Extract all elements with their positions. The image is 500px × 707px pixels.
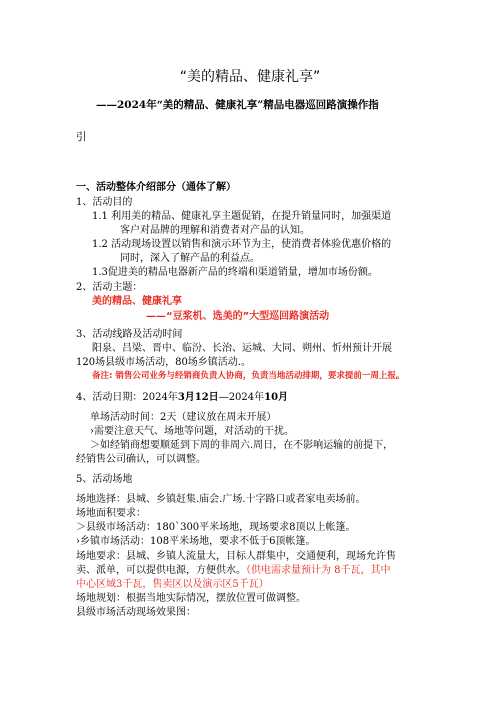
theme-sub: ——“豆浆机、选美的”大型巡回路演活动 bbox=[146, 311, 330, 322]
route-note: 备注: 销售公司业务与经销商负责人协商，负责当地活动排期，要求提前一周上报。 bbox=[92, 371, 405, 381]
single-event-duration: 单场活动时间：2天（建议放在周末开展） bbox=[90, 412, 277, 423]
theme-main: 美的精品、健康礼享 bbox=[92, 296, 182, 307]
purpose-item-1-3: 1.3促进美的精品电器新产品的终端和渠道销量，增加市场份额。 bbox=[92, 267, 378, 278]
date-heading-mid: —2024年 bbox=[218, 392, 265, 403]
date-end: 10月 bbox=[264, 392, 289, 403]
date-heading bbox=[76, 388, 288, 403]
purpose-item-1-1: 1.1 利用美的精品、健康礼享主题促销，在提升销量同时，加强渠道 bbox=[92, 211, 392, 222]
venue-area-label: 场地面积要求： bbox=[76, 508, 146, 519]
venue-planning: 场地规划：根据当地实际情况，摆放位置可做调整。 bbox=[76, 593, 306, 604]
document-subtitle-continued: 引 bbox=[76, 131, 87, 143]
venue-requirements: 场地要求：县城、乡镇人流量大，目标人群集中，交通便利，现场允许售 bbox=[76, 551, 396, 562]
venue-heading: 5、活动场地 bbox=[76, 474, 133, 485]
venue-selection: 场地选择：县城、乡镇赶集.庙会.广场.十字路口或者家电卖场前。 bbox=[76, 494, 366, 505]
document-subtitle: ——2024年“美的精品、健康礼享”精品电器巡回路演操作指 bbox=[96, 99, 379, 111]
theme-heading: 2、活动主题： bbox=[76, 282, 143, 293]
venue-supply-text: 卖、派单，可以提供电源，方便供水。 bbox=[76, 565, 246, 576]
document-title: “美的精品、健康礼享” bbox=[179, 69, 321, 85]
route-line-1: 阳泉、吕梁、晋中、临汾、长治、运城、大同、朔州、忻州预计开展 bbox=[92, 343, 392, 354]
weather-note: ›需要注意天气、场地等问题，对活动的干扰。 bbox=[90, 426, 294, 437]
distributor-note: ＞如经销商想要顺延到下周的非周六.周日，在不影响运输的前提下， bbox=[90, 440, 394, 451]
venue-effect-caption: 县级市场活动现场效果图： bbox=[76, 607, 196, 618]
section-heading-overview: 一、活动整体介绍部分（通体了解） bbox=[76, 182, 236, 193]
purpose-item-1-2-continued: 同时，深入了解产品的利益点。 bbox=[120, 253, 260, 264]
venue-requirements-continued bbox=[76, 561, 391, 576]
county-venue-requirement: ＞县级市场活动：180`300平米场地，现场要求8顶以上帐篷。 bbox=[76, 522, 356, 533]
purpose-heading: 1、活动目的 bbox=[76, 197, 133, 208]
route-line-2: 120场县级市场活动，80场乡镇活动.。 bbox=[76, 357, 251, 368]
town-venue-requirement: ›乡镇市场活动：108平米场地，要求不低于6顶帐篷。 bbox=[76, 536, 316, 547]
distributor-note-continued: 经销售公司确认，可以调整。 bbox=[76, 454, 206, 465]
power-requirement-continued: 中心区域3千瓦，售卖区以及演示区5千瓦） bbox=[76, 579, 269, 590]
power-requirement: （供电需求量预计为 8千瓦，其中 bbox=[246, 565, 391, 576]
purpose-item-1-1-continued: 客户对品牌的理解和消费者对产品的认知。 bbox=[120, 225, 310, 236]
purpose-item-1-2: 1.2 活动现场设置以销售和演示环节为主，使消费者体验优惠价格的 bbox=[92, 239, 392, 250]
date-start: 3月12日 bbox=[177, 392, 219, 403]
date-heading-prefix: 4、活动日期：2024年 bbox=[76, 392, 178, 403]
route-heading: 3、活动线路及活动时间 bbox=[76, 329, 183, 340]
